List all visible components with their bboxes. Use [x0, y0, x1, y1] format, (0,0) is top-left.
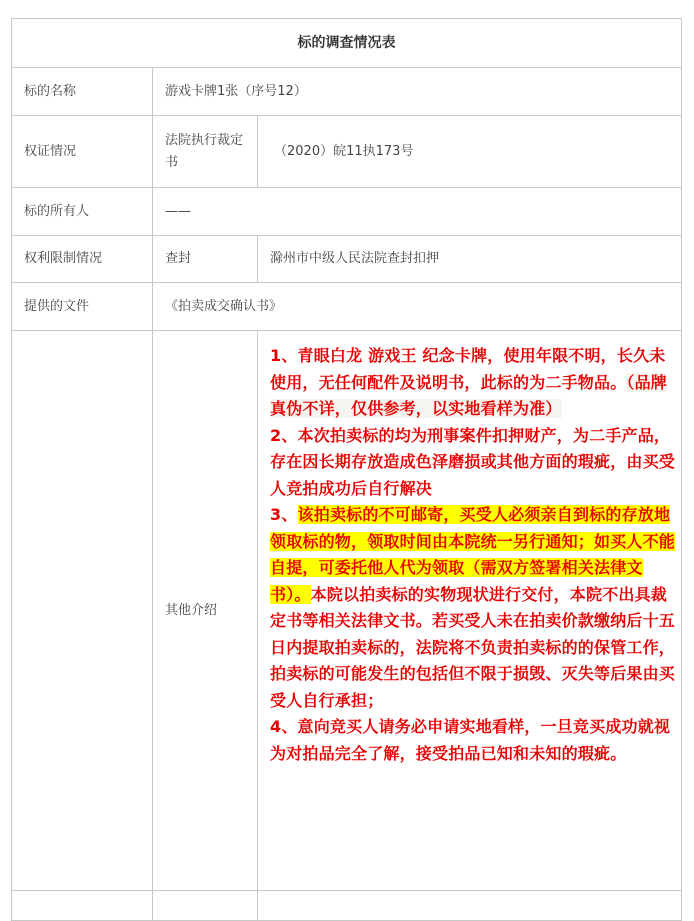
row-type-cert: [153, 116, 258, 188]
row-type-restriction: 查封: [153, 236, 258, 283]
note-item-2: 2、本次拍卖标的均为刑事案件扣押财产，为二手产品，存在因长期存放造成色泽磨损或其他方面的瑕疵，由买受人竞拍成功后自行解决: [270, 425, 676, 498]
row-label-other: 其他介绍: [153, 331, 258, 891]
note-item-1: 1、青眼白龙 游戏王 纪念卡牌，使用年限不明，长久未使用，无任何配件及说明书，此标的为二手物品。（品牌真伪不详，仅供参考，以实地看样为准）: [270, 346, 668, 418]
row-value-cert: （2020）皖11执173号: [258, 116, 682, 188]
table-row: [12, 116, 682, 188]
other-notes: [258, 331, 682, 891]
note-item-4: 4、意向竞买人请务必申请实地看样，一旦竞买成功就视为对拍品完全了解，接受拍品已知和未知的瑕疵。: [270, 717, 671, 763]
table-row: [12, 331, 682, 891]
row-label-name: 标的名称: [12, 68, 153, 116]
row-label-other-empty: [12, 331, 153, 891]
table-row: [12, 283, 682, 331]
table-row: [12, 188, 682, 236]
note-item-3: 3、该拍卖标的不可邮寄，买受人必须亲自到标的存放地领取标的物，领取时间由本院统一另行通知；如买人不能自提，可委托他人代为领取（需双方签署相关法律文书）。本院以拍卖标的实物现状进行交付，本院不出具裁定书等相关法律文书。若买受人未在拍卖价款缴纳后十五日内提取拍卖标的，法院将不负责拍卖标的的保管工作，拍卖标的可能发生的包括但不限于损毁、灭失等后果由买受人自行承担；: [270, 505, 676, 710]
table-row-empty: [12, 891, 682, 921]
row-label-restriction: 权利限制情况: [12, 236, 153, 283]
row-value-name: 游戏卡牌1张（序号12）: [153, 68, 682, 116]
auction-survey-table: [11, 18, 682, 921]
row-value-documents: 《拍卖成交确认书》: [153, 283, 682, 331]
cert-type-line2: 书: [165, 154, 179, 170]
row-label-cert: 权证情况: [12, 116, 153, 188]
row-value-owner: ——: [153, 188, 682, 236]
note-item-1-disclaimer: （品牌真伪不详，仅供参考，以实地看样为准）: [270, 372, 668, 418]
table-row: [12, 236, 682, 283]
cert-type-line1: 法院执行裁定: [165, 132, 244, 148]
row-label-documents: 提供的文件: [12, 283, 153, 331]
note-item-3-highlight: 该拍卖标的不可邮寄，买受人必须亲自到标的存放地领取标的物，领取时间由本院统一另行通知；如买人不能自提，可委托他人代为领取（需双方签署相关法律文书）。: [270, 505, 676, 604]
table-row: [12, 68, 682, 116]
row-label-owner: 标的所有人: [12, 188, 153, 236]
table-title: 标的调查情况表: [12, 19, 682, 68]
row-value-restriction: 滁州市中级人民法院查封扣押: [258, 236, 682, 283]
